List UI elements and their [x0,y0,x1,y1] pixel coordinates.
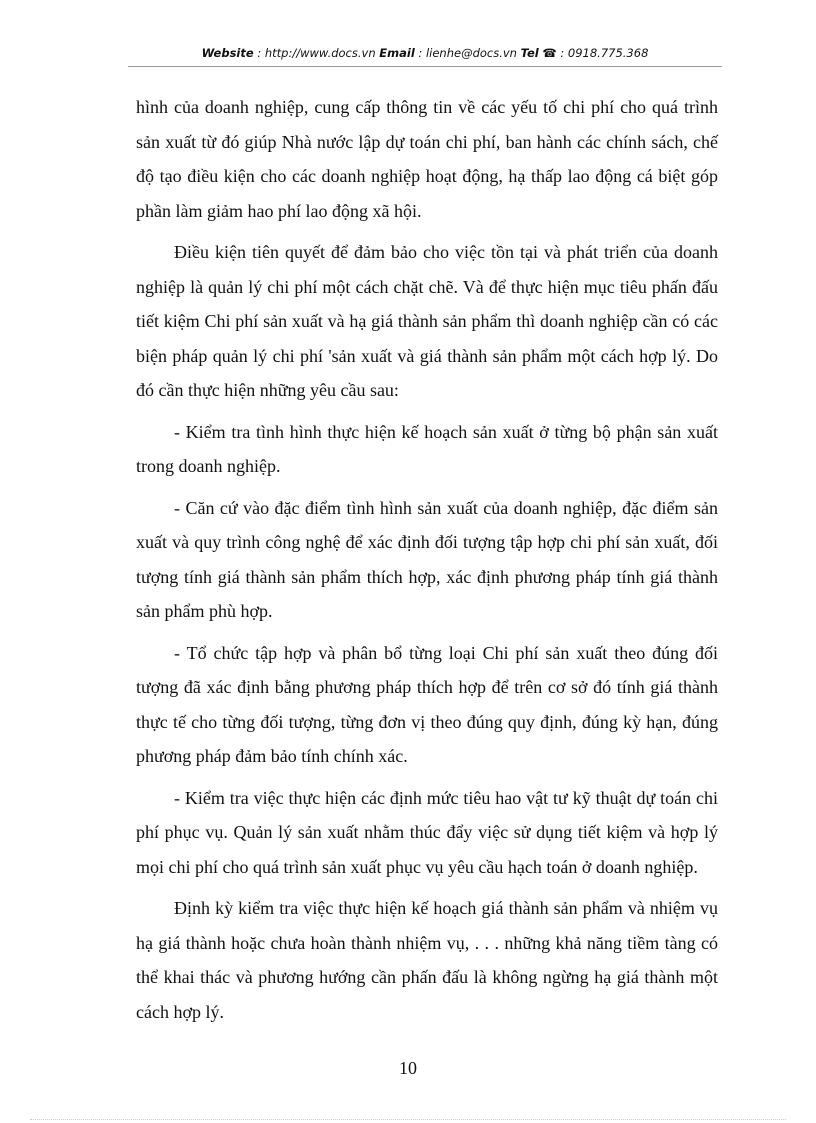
tel-value: : 0918.775.368 [556,46,649,60]
website-value[interactable]: : http://www.docs.vn [253,46,380,60]
website-label: Website [201,46,254,60]
header-divider [128,66,722,67]
body-text [136,90,718,1036]
paragraph-4: - Căn cứ vào đặc điểm tình hình sản xuất của doanh nghiệp, đặc điểm sản xuất và quy trình công nghệ để xác định đối tượng tập hợp chi phí sản xuất, đối tượng tính giá thành sản phẩm thích hợp, xác định phương pháp tính giá thành sản phẩm phù hợp. [136,497,718,621]
paragraph-6: - Kiểm tra việc thực hiện các định mức tiêu hao vật tư kỹ thuật dự toán chi phí phục vụ. Quản lý sản xuất nhằm thúc đẩy việc sử dụng tiết kiệm và hợp lý mọi chi phí cho quá trình sản xuất phục vụ yêu cầu hạch toán ở doanh nghiệp. [136,787,718,877]
email-label: Email [379,46,415,60]
paragraph-3: - Kiểm tra tình hình thực hiện kế hoạch sản xuất ở từng bộ phận sản xuất trong doanh nghiệp. [136,421,718,476]
email-value[interactable]: : lienhe@docs.vn [414,46,521,60]
paragraph-2: Điều kiện tiên quyết để đảm bảo cho việc tồn tại và phát triển của doanh nghiệp là quản lý chi phí một cách chặt chẽ. Và để thực hiện mục tiêu phấn đấu tiết kiệm Chi phí sản xuất và hạ giá thành sản phẩm thì doanh nghiệp cần có các biện pháp quản lý chi phí 'sản xuất và giá thành sản phẩm một cách hợp lý. Do đó cần thực hiện những yêu cầu sau: [136,242,718,400]
page-header [130,46,720,60]
tel-label: Tel [520,46,539,60]
footer-divider [30,1119,786,1120]
phone-icon: ☎ [542,46,557,60]
page-number: 10 [399,1058,417,1078]
paragraph-5: - Tổ chức tập hợp và phân bổ từng loại Chi phí sản xuất theo đúng đối tượng đã xác định bằng phương pháp thích hợp để trên cơ sở đó tính giá thành thực tế cho từng đối tượng, từng đơn vị theo đúng quy định, đúng kỳ hạn, đúng phương pháp đảm bảo tính chính xác. [136,642,718,766]
paragraph-1: hình của doanh nghiệp, cung cấp thông tin về các yếu tố chi phí cho quá trình sản xuất từ đó giúp Nhà nước lập dự toán chi phí, ban hành các chính sách, chế độ tạo điều kiện cho các doanh nghiệp hoạt động, hạ thấp lao động cá biệt góp phần làm giảm hao phí lao động xã hội. [136,97,718,221]
paragraph-7: Định kỳ kiểm tra việc thực hiện kế hoạch giá thành sản phẩm và nhiệm vụ hạ giá thành hoặc chưa hoàn thành nhiệm vụ, . . . những khả năng tiềm tàng có thể khai thác và phương hướng cần phấn đấu là không ngừng hạ giá thành một cách hợp lý. [136,898,718,1022]
